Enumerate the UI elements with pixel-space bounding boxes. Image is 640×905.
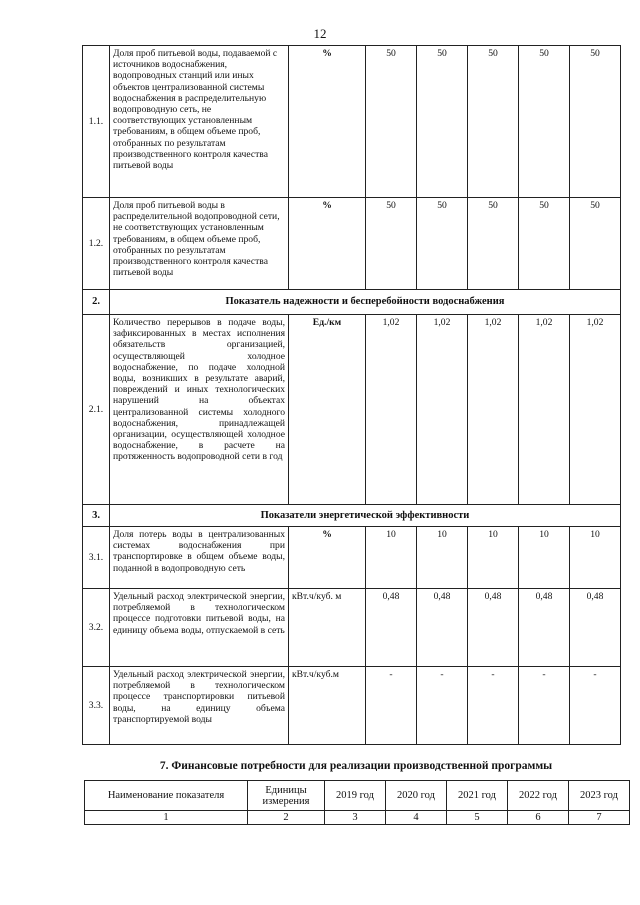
value-cell: 10: [366, 527, 417, 589]
value-cell: 1,02: [519, 315, 570, 505]
value-cell: 0,48: [570, 589, 621, 667]
value-cell: 50: [519, 198, 570, 290]
row-number: 1.1.: [83, 46, 110, 198]
value-cell: 0,48: [417, 589, 468, 667]
table-row: [83, 46, 621, 198]
value-cell: -: [468, 667, 519, 745]
column-header: Наименование показателя: [85, 781, 248, 811]
table-row: [83, 667, 621, 745]
value-cell: 50: [519, 46, 570, 198]
value-cell: 1,02: [417, 315, 468, 505]
unit-cell: Ед./км: [289, 315, 366, 505]
value-cell: 50: [366, 46, 417, 198]
value-cell: 50: [468, 46, 519, 198]
column-number: 6: [508, 811, 569, 825]
value-cell: 50: [570, 46, 621, 198]
value-cell: 50: [417, 46, 468, 198]
indicator-description: Количество перерывов в подаче воды, зафиксированных в местах исполнения обязательств организацией, осуществляющей холодное водоснабжение, по подаче холодной воды, возникших в результате аварий, повреждений и иных технологических нарушений на объектах централизованной системы холодного водоснабжения, принадлежащей организации, осуществляющей холодное водоснабжение, в расчете на протяженность водопроводной сети в год: [110, 315, 289, 505]
row-number: 2.1.: [83, 315, 110, 505]
section-row: [83, 505, 621, 527]
unit-cell: %: [289, 46, 366, 198]
column-number: 4: [386, 811, 447, 825]
value-cell: 10: [519, 527, 570, 589]
column-header: 2023 год: [569, 781, 630, 811]
column-number: 7: [569, 811, 630, 825]
row-number: 3.1.: [83, 527, 110, 589]
indicator-description: Доля проб питьевой воды в распределительной водопроводной сети, не соответствующих установленным требованиям, в общем объеме проб, отобранных по результатам производственного контроля качества питьевой воды: [110, 198, 289, 290]
section-title: Показатели энергетической эффективности: [110, 505, 621, 527]
header-row: [85, 781, 630, 811]
value-cell: 50: [417, 198, 468, 290]
indicator-description: Доля проб питьевой воды, подаваемой с источников водоснабжения, водопроводных станций или иных объектов централизованной системы водоснабжения в распределительную водопроводную сеть, не соответствующих установленным требованиям, в общем объеме проб, отобранных по результатам производственного контроля качества питьевой воды: [110, 46, 289, 198]
indicator-description: Удельный расход электрической энергии, потребляемой в технологическом процессе транспортировки питьевой воды, на единицу объема транспортируемой воды: [110, 667, 289, 745]
unit-cell: кВт.ч/куб. м: [289, 589, 366, 667]
value-cell: 1,02: [468, 315, 519, 505]
table-row: [83, 527, 621, 589]
value-cell: 50: [570, 198, 621, 290]
value-cell: 10: [570, 527, 621, 589]
value-cell: -: [417, 667, 468, 745]
column-header: 2021 год: [447, 781, 508, 811]
column-header: 2019 год: [325, 781, 386, 811]
indicator-description: Удельный расход электрической энергии, потребляемой в технологическом процессе подготовки питьевой воды, на единицу объема воды, отпускаемой в сеть: [110, 589, 289, 667]
column-header: Единицы измерения: [248, 781, 325, 811]
unit-cell: кВт.ч/куб.м: [289, 667, 366, 745]
section-7-title: 7. Финансовые потребности для реализации производственной программы: [159, 760, 553, 772]
value-cell: 1,02: [570, 315, 621, 505]
column-number: 1: [85, 811, 248, 825]
value-cell: 10: [417, 527, 468, 589]
unit-cell: %: [289, 198, 366, 290]
value-cell: 0,48: [519, 589, 570, 667]
table-row: [83, 315, 621, 505]
indicator-description: Доля потерь воды в централизованных системах водоснабжения при транспортировке в общем объеме воды, поданной в водопроводную сеть: [110, 527, 289, 589]
value-cell: 1,02: [366, 315, 417, 505]
table-row: [83, 198, 621, 290]
column-header: 2020 год: [386, 781, 447, 811]
value-cell: 10: [468, 527, 519, 589]
row-number: 1.2.: [83, 198, 110, 290]
financial-needs-table: [84, 780, 630, 825]
value-cell: 0,48: [366, 589, 417, 667]
page-number: 12: [313, 26, 327, 41]
unit-cell: %: [289, 527, 366, 589]
value-cell: 50: [468, 198, 519, 290]
row-number: 3.2.: [83, 589, 110, 667]
value-cell: 50: [366, 198, 417, 290]
section-title: Показатель надежности и бесперебойности водоснабжения: [110, 290, 621, 315]
column-header: 2022 год: [508, 781, 569, 811]
section-number: 3.: [83, 505, 110, 527]
column-number: 3: [325, 811, 386, 825]
column-number: 5: [447, 811, 508, 825]
value-cell: -: [519, 667, 570, 745]
value-cell: 0,48: [468, 589, 519, 667]
value-cell: -: [570, 667, 621, 745]
column-number-row: [85, 811, 630, 825]
indicators-table: [82, 45, 621, 745]
row-number: 3.3.: [83, 667, 110, 745]
column-number: 2: [248, 811, 325, 825]
table-row: [83, 589, 621, 667]
section-number: 2.: [83, 290, 110, 315]
value-cell: -: [366, 667, 417, 745]
section-row: [83, 290, 621, 315]
